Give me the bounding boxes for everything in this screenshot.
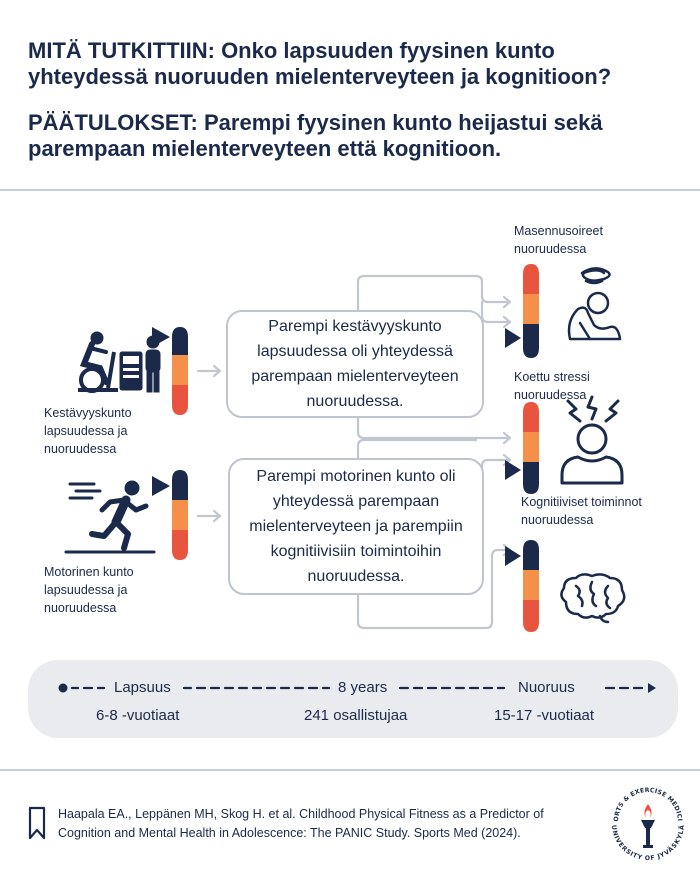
outcome-bar-cognition [505,538,555,638]
timeline-end-age: 15-17 -vuotiaat [494,707,595,724]
timeline-duration: 8 years [338,679,388,696]
bookmark-icon [28,806,46,840]
timeline-end: Nuoruus [518,679,575,696]
outcome-bar-stress [505,400,555,500]
timeline-panel [28,660,678,738]
study-question: MITÄ TUTKITTIIN: Onko lapsuuden fyysinen kunto yhteydessä nuoruuden mielenterveyteen ja kognitioon? [28,38,612,89]
divider-bottom [0,769,700,771]
stressed-person-icon [554,395,634,485]
exposure-label-motor: Motorinen kunto lapsuudessa ja nuoruudessa [44,565,134,615]
outcome-label-stress: Koettu stressi nuoruudessa [514,370,590,402]
svg-text:SPORTS & EXERCISE MEDICINE [605,777,683,822]
exposure-bar-endurance [152,325,202,415]
running-person-icon [66,478,156,553]
university-logo [605,777,688,863]
brain-icon [556,572,628,624]
main-result: PÄÄTULOKSET: Parempi fyysinen kunto heijastui sekä parempaan mielenterveyteen että kognitioon. [28,110,603,161]
exercise-bike-test-icon [70,330,165,395]
timeline-participants: 241 osallistujaa [304,707,408,724]
logo-bottom-text: UNIVERSITY OF JYVÄSKYLÄ [609,824,687,863]
exposure-bar-motor [152,468,202,560]
reference-citation: Haapala EA., Leppänen MH, Skog H. et al. Childhood Physical Fitness as a Predictor of Cognition and Mental Health in Adolescence: The PANIC Study. Sports Med (2024). [58,807,544,840]
logo-top-text: SPORTS & EXERCISE MEDICINE [605,777,684,822]
outcome-label-cognition: Kognitiiviset toiminnot nuoruudessa [521,495,642,527]
torch-icon [641,804,655,848]
timeline-start-age: 6-8 -vuotiaat [96,707,180,724]
exposure-label-endurance: Kestävyyskunto lapsuudessa ja nuoruudessa [44,406,132,456]
timeline-arrow [28,660,678,738]
finding-box-motor: Parempi motorinen kunto oli yhteydessä parempaan mielenterveyteen ja parempiin kognitiivisiin toimintoihin nuoruudessa. [228,458,484,595]
outcome-label-depression: Masennusoireet nuoruudessa [514,224,603,256]
timeline-start: Lapsuus [114,679,171,696]
finding-box-endurance: Parempi kestävyyskunto lapsuudessa oli yhteydessä parempaan mielenterveyteen nuoruudessa. [226,310,484,418]
outcome-bar-depression [505,262,555,362]
depressed-person-icon [560,265,630,345]
